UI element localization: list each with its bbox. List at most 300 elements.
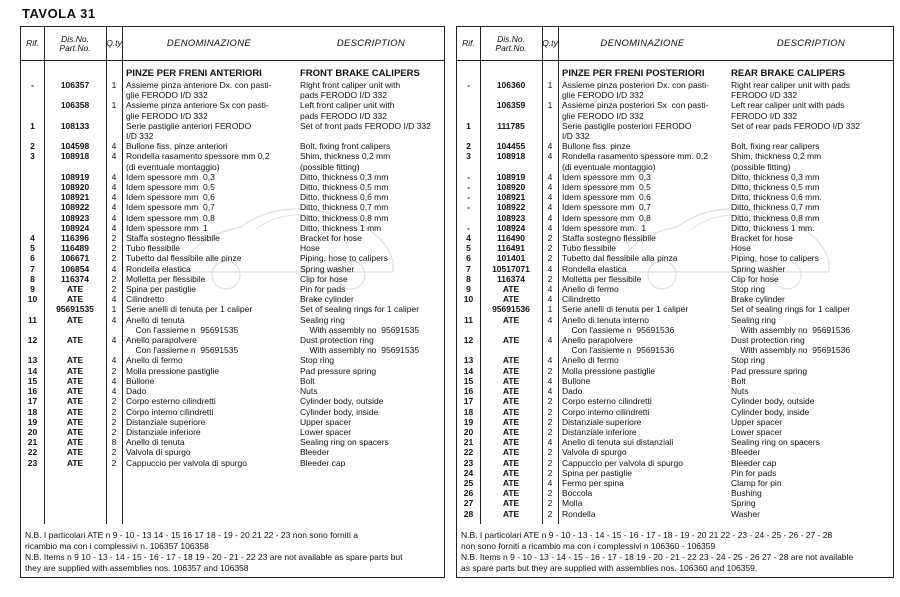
description-line: Ditto, thickness 0,6 mm. (731, 192, 822, 203)
cell-rif: 23 (27, 457, 38, 468)
cell-denominazione (558, 284, 727, 294)
cell-rif: - (467, 182, 470, 193)
denominazione-line: Idem spessore mm 0,5 (126, 182, 215, 193)
cell-part-no: ATE (502, 457, 520, 468)
cell-rif: 2 (30, 141, 35, 152)
header-denominazione-text: DENOMINAZIONE (166, 37, 252, 49)
description-line: Ditto, thickness 0,5 mm (731, 182, 820, 193)
cell-qty: 4 (547, 222, 553, 233)
cell-denominazione (558, 396, 727, 406)
cell-qty: 1 (547, 304, 553, 315)
denominazione-line: Assieme pinza posteriori Dx. con pasti- (562, 80, 709, 90)
table-row (457, 284, 893, 294)
denominazione-line: Con l'assieme n 95691536 (562, 324, 675, 335)
cell-denominazione (122, 458, 296, 468)
header-part-no (44, 27, 106, 60)
description-line: Piping, hose to calipers (300, 253, 388, 264)
denominazione-line: Staffa sostegno flessibile (562, 233, 656, 244)
cell-description (296, 335, 444, 355)
cell-qty: 2 (111, 233, 117, 244)
cell-part-no: ATE (502, 375, 520, 386)
description-line: Ditto, thickness 0,8 mm (731, 212, 820, 223)
cell-denominazione (558, 151, 727, 171)
description-line: Bleeder (731, 447, 761, 458)
description-line: Bracket for hose (300, 233, 362, 244)
cell-denominazione (558, 437, 727, 447)
description-line: Bolt, fixing rear calipers (731, 141, 820, 152)
cell-qty: 1 (111, 304, 117, 315)
cell-denominazione (122, 294, 296, 304)
cell-qty: 4 (111, 182, 117, 193)
cell-denominazione (122, 386, 296, 396)
cell-description (296, 304, 444, 314)
cell-description (296, 192, 444, 202)
cell-description (296, 100, 444, 120)
cell-part-no: 108924 (60, 222, 90, 233)
footnote-line: N.B. Items n 9 - 10 - 13 - 14 - 15 - 16 - 17 - 18 19 - 20 - 21 - 22 23 - 24 - 25 - 26 27 - 28 are not available (461, 552, 854, 562)
cell-denominazione (122, 304, 296, 314)
cell-part-no: ATE (502, 508, 520, 519)
cell-qty: 2 (547, 273, 553, 284)
table-row (21, 437, 444, 447)
cell-qty: 2 (111, 396, 117, 407)
denominazione-line: Anello di tenuta (126, 314, 185, 325)
denominazione-line: Serie anelli di tenuta per 1 caliper (562, 304, 689, 315)
cell-description (296, 68, 444, 79)
cell-part-no (44, 68, 106, 79)
description-line: Shim, thickness 0,2 mm (300, 151, 391, 162)
cell-qty: 4 (111, 171, 117, 182)
table-row (21, 100, 444, 120)
cell-part-no: ATE (502, 386, 520, 397)
cell-description (727, 509, 893, 519)
description-line: FERODO I/D 332 (731, 90, 798, 101)
cell-part-no: 106671 (60, 253, 90, 264)
cell-qty: 4 (547, 437, 553, 448)
description-line: Dust protection ring (731, 335, 805, 346)
table-row (457, 396, 893, 406)
cell-denominazione (558, 447, 727, 457)
cell-rif: 12 (27, 335, 38, 346)
cell-qty: 2 (547, 406, 553, 417)
table-row (457, 355, 893, 365)
table-row (21, 121, 444, 141)
description-line: (possible fitting) (300, 161, 360, 172)
denominazione-line: glie FERODO I/D 332 (562, 110, 644, 121)
cell-part-no: ATE (502, 355, 520, 366)
table-row (457, 386, 893, 396)
section-heading-row (21, 68, 444, 79)
footnote-line: N.B. I particolari ATE n 9 - 10 - 13 14 - 15 16 17 18 - 19 - 20 21 22 - 23 non sono forniti a (25, 530, 358, 540)
cell-part-no: 108920 (60, 182, 90, 193)
table-row (21, 417, 444, 427)
denominazione-line: Fermo per spina (562, 477, 624, 488)
cell-qty: 4 (547, 202, 553, 213)
cell-part-no: 101401 (496, 253, 526, 264)
header-description (296, 27, 446, 60)
table-row (457, 315, 893, 335)
denominazione-line: Cappuccio per valvola di spurgo (126, 457, 247, 468)
cell-rif (21, 223, 44, 233)
cell-part-no: ATE (502, 498, 520, 509)
denominazione-line: Rondella elastica (562, 263, 627, 274)
front-calipers-table (20, 26, 445, 578)
cell-rif: 3 (30, 151, 35, 162)
cell-qty: 4 (547, 314, 553, 325)
cell-qty: 2 (547, 416, 553, 427)
description-line: Stop ring (731, 355, 766, 366)
cell-qty: 4 (111, 141, 117, 152)
denominazione-line: Molla (562, 498, 583, 509)
header-part-no-text: Part.No. (495, 42, 527, 53)
cell-qty: 4 (111, 263, 117, 274)
cell-rif (457, 100, 480, 120)
description-line: Ditto, thickness 0,3 mm (731, 171, 820, 182)
cell-description (727, 437, 893, 447)
description-line: Set of front pads FERODO I/D 332 (300, 120, 431, 131)
header-denominazione (558, 27, 727, 60)
cell-qty: 4 (547, 263, 553, 274)
cell-denominazione (558, 264, 727, 274)
description-line: Spring (731, 498, 756, 509)
table-row (457, 294, 893, 304)
cell-denominazione (122, 274, 296, 284)
cell-denominazione (122, 315, 296, 335)
denominazione-line: Idem spessore mm 1 (126, 222, 208, 233)
cell-part-no: 108923 (496, 212, 526, 223)
cell-part-no: ATE (66, 386, 84, 397)
cell-description (727, 407, 893, 417)
table-row (21, 396, 444, 406)
cell-qty: 2 (111, 447, 117, 458)
cell-qty: 1 (547, 100, 553, 111)
cell-qty: 2 (111, 284, 117, 295)
description-line: Sealing ring (300, 314, 345, 325)
cell-denominazione (122, 233, 296, 243)
cell-qty: 2 (111, 406, 117, 417)
table-row (457, 407, 893, 417)
table-row (21, 447, 444, 457)
cell-description (727, 366, 893, 376)
cell-rif: 11 (28, 314, 37, 325)
description-line: Clip for hose (300, 273, 348, 284)
cell-rif: 28 (463, 508, 474, 519)
cell-part-no: ATE (502, 467, 520, 478)
table-row (21, 294, 444, 304)
cell-part-no: 116489 (61, 243, 89, 254)
cell-qty: 4 (547, 182, 553, 193)
denominazione-line: Anello di tenuta interno (562, 314, 649, 325)
denominazione-line: Distanziale inferiore (126, 426, 201, 437)
cell-denominazione (122, 355, 296, 365)
cell-rif: 16 (463, 386, 474, 397)
denominazione-line: glie FERODO I/D 332 (562, 90, 644, 101)
cell-denominazione (558, 253, 727, 263)
description-line: Bushing (731, 488, 762, 499)
cell-rif: - (467, 202, 470, 213)
description-line: pads FERODO I/D 332 (300, 90, 387, 101)
cell-description (727, 396, 893, 406)
cell-description (727, 294, 893, 304)
cell-rif: 10 (27, 294, 38, 305)
description-line: Brake cylinder (300, 294, 354, 305)
cell-part-no: ATE (66, 457, 84, 468)
cell-part-no: 95691535 (56, 304, 94, 315)
cell-rif: 23 (463, 457, 474, 468)
description-line: Sealing ring (731, 314, 776, 325)
cell-part-no: ATE (66, 294, 84, 305)
cell-rif (457, 304, 480, 314)
cell-denominazione (122, 437, 296, 447)
cell-rif: 18 (27, 406, 38, 417)
section-heading-row (457, 68, 893, 79)
cell-rif: 2 (466, 141, 471, 152)
cell-description (727, 100, 893, 120)
cell-description (727, 468, 893, 478)
header-denominazione (122, 27, 296, 60)
cell-rif: 7 (30, 263, 35, 274)
cell-denominazione (558, 427, 727, 437)
description-line: Brake cylinder (731, 294, 785, 305)
cell-description (296, 284, 444, 294)
cell-rif (21, 192, 44, 202)
denominazione-line: Boccola (562, 488, 593, 499)
cell-denominazione (558, 304, 727, 314)
cell-rif (21, 100, 44, 120)
description-line: Cylinder body, outside (731, 396, 815, 407)
cell-denominazione (558, 376, 727, 386)
cell-rif (21, 202, 44, 212)
cell-description (296, 151, 444, 171)
cell-rif: 1 (30, 120, 35, 131)
table-row (21, 213, 444, 223)
denominazione-line: Rondella (562, 508, 596, 519)
table-row (21, 264, 444, 274)
denominazione-line: Corpo esterno cilindretti (126, 396, 216, 407)
denominazione-line: Idem spessore mm 0,5 (562, 182, 651, 193)
denominazione-line: Spina per pastiglie (562, 467, 632, 478)
cell-denominazione (558, 202, 727, 212)
cell-qty: 4 (111, 202, 117, 213)
cell-rif: 25 (463, 477, 474, 488)
table-row (21, 192, 444, 202)
cell-denominazione (558, 182, 727, 192)
cell-qty: 2 (547, 508, 553, 519)
cell-rif: 11 (464, 314, 473, 325)
cell-denominazione (558, 498, 727, 508)
denominazione-line: Serie pastiglie anteriori FERODO (126, 120, 252, 131)
cell-part-no: 106359 (496, 100, 526, 111)
description-line: Upper spacer (731, 416, 783, 427)
cell-denominazione (558, 100, 727, 120)
denominazione-line: Bullone (126, 375, 155, 386)
rear-calipers-table (456, 26, 894, 578)
cell-rif: 21 (463, 437, 474, 448)
table-row (21, 233, 444, 243)
table-row (457, 274, 893, 284)
denominazione-line: Dado (562, 386, 583, 397)
cell-part-no (480, 68, 542, 79)
table-row (457, 172, 893, 182)
header-description (727, 27, 895, 60)
cell-qty: 2 (111, 243, 117, 254)
header-qty-text: Q.ty (106, 38, 122, 49)
description-line: Bracket for hose (731, 233, 793, 244)
description-line: Set of sealing rings for 1 caliper (731, 304, 851, 315)
cell-qty (106, 68, 122, 79)
description-line: With assembly no 95691535 (300, 345, 420, 356)
cell-denominazione (558, 335, 727, 355)
header-rif (21, 27, 44, 60)
description-line: Nuts (731, 386, 749, 397)
table-row (457, 213, 893, 223)
table-row (457, 141, 893, 151)
table-row (457, 253, 893, 263)
denominazione-line: Idem spessore mm 0,3 (562, 171, 651, 182)
cell-rif: 14 (27, 365, 38, 376)
description-line: Lower spacer (731, 426, 783, 437)
cell-denominazione (558, 243, 727, 253)
table-row (457, 335, 893, 355)
cell-qty (542, 121, 558, 141)
cell-part-no: ATE (502, 284, 520, 295)
cell-denominazione (558, 488, 727, 498)
table-row (21, 458, 444, 468)
cell-part-no: ATE (502, 396, 520, 407)
cell-description (727, 478, 893, 488)
cell-rif: 10 (463, 294, 474, 305)
cell-part-no: ATE (502, 488, 520, 499)
cell-denominazione (122, 213, 296, 223)
cell-denominazione (122, 253, 296, 263)
header-part-no-text: Dis.No. (497, 33, 525, 44)
cell-denominazione (122, 68, 296, 79)
table-row (457, 304, 893, 314)
cell-description (727, 213, 893, 223)
cell-description (727, 386, 893, 396)
cell-description (296, 386, 444, 396)
description-line: Clip for hose (731, 273, 779, 284)
denominazione-line: Serie anelli di tenuta per 1 caliper (126, 304, 253, 315)
cell-denominazione (122, 202, 296, 212)
cell-part-no: 108920 (496, 182, 526, 193)
cell-rif (21, 172, 44, 182)
cell-description (727, 151, 893, 171)
table-row (21, 243, 444, 253)
denominazione-line: Assieme pinza anteriore Sx con pasti- (126, 100, 269, 111)
cell-denominazione (122, 417, 296, 427)
cell-qty: 2 (547, 426, 553, 437)
denominazione-line: Bullone fiss. pinze anteriori (126, 141, 228, 152)
cell-rif: - (467, 171, 470, 182)
table-row (457, 376, 893, 386)
denominazione-line: Assieme pinza posteriori Sx con pasti- (562, 100, 709, 111)
description-line: Stop ring (300, 355, 335, 366)
cell-rif: 9 (30, 284, 35, 295)
description-line: FERODO I/D 332 (731, 110, 798, 121)
cell-description (296, 447, 444, 457)
cell-rif: 15 (27, 375, 38, 386)
cell-part-no: ATE (66, 416, 84, 427)
description-line: Ditto, thickness 0,6 mm (300, 192, 389, 203)
cell-rif: 18 (463, 406, 474, 417)
cell-rif: 15 (463, 375, 474, 386)
cell-qty: 4 (547, 151, 553, 162)
denominazione-line: Anello di fermo (126, 355, 183, 366)
cell-rif (21, 68, 44, 79)
table-row (457, 427, 893, 437)
cell-part-no: 106358 (60, 100, 90, 111)
cell-rif: 17 (463, 396, 474, 407)
table-row (21, 223, 444, 233)
cell-part-no: 116490 (497, 233, 525, 244)
cell-part-no: ATE (502, 314, 520, 325)
cell-rif (21, 182, 44, 192)
denominazione-line: Anello di fermo (562, 355, 619, 366)
header-part-no (480, 27, 542, 60)
cell-part-no: 95691536 (492, 304, 530, 315)
denominazione-line: Rondella elastica (126, 263, 191, 274)
cell-description (296, 437, 444, 447)
description-line: Bolt (731, 375, 746, 386)
cell-description (727, 427, 893, 437)
cell-rif (457, 68, 480, 79)
table-row (21, 427, 444, 437)
cell-part-no: ATE (502, 477, 520, 488)
cell-rif: 26 (463, 488, 474, 499)
cell-description (727, 192, 893, 202)
table-row (21, 141, 444, 151)
footnote-line: N.B. I particolari ATE n 9 - 10 - 13 - 14 - 15 - 16 - 17 - 18 - 19 - 20 21 22 - 23 - 24 - 25 - 26 - 27 - 28 (461, 530, 833, 540)
table-row (21, 80, 444, 100)
denominazione-line: Molletta per flessibile (562, 273, 642, 284)
cell-description (296, 243, 444, 253)
cell-denominazione (122, 447, 296, 457)
denominazione-line: Bullone fiss. pinze (562, 141, 631, 152)
cell-description (727, 417, 893, 427)
table-row (457, 202, 893, 212)
cell-description (296, 202, 444, 212)
cell-qty: 2 (111, 273, 117, 284)
cell-qty: 4 (547, 171, 553, 182)
table-row (21, 202, 444, 212)
cell-denominazione (122, 284, 296, 294)
description-line: Cylinder body, inside (731, 406, 810, 417)
cell-rif: 19 (463, 416, 474, 427)
cell-part-no: ATE (66, 447, 84, 458)
denominazione-line: Con l'assieme n 95691536 (562, 345, 675, 356)
cell-denominazione (122, 100, 296, 120)
cell-description (727, 68, 893, 79)
denominazione-line: Cilindretto (562, 294, 601, 305)
denominazione-line: Corpo esterno cilindretti (562, 396, 652, 407)
cell-denominazione (122, 264, 296, 274)
cell-rif: 5 (466, 243, 471, 254)
cell-part-no: 108918 (496, 151, 526, 162)
header-denominazione-text: DENOMINAZIONE (600, 37, 685, 49)
cell-rif (457, 213, 480, 223)
header-description-text: DESCRIPTION (776, 37, 846, 49)
cell-qty: 4 (547, 375, 553, 386)
cell-denominazione (122, 335, 296, 355)
cell-description (296, 182, 444, 192)
denominazione-line: Rondella rasamento spessore mm. 0,2 (562, 151, 708, 162)
table-row (457, 478, 893, 488)
denominazione-line: Anello di tenuta (126, 437, 185, 448)
cell-rif: 4 (466, 233, 471, 244)
denominazione-line: Idem spessore mm 0,6 (562, 192, 651, 203)
description-line: Bolt, fixing front calipers (300, 141, 391, 152)
